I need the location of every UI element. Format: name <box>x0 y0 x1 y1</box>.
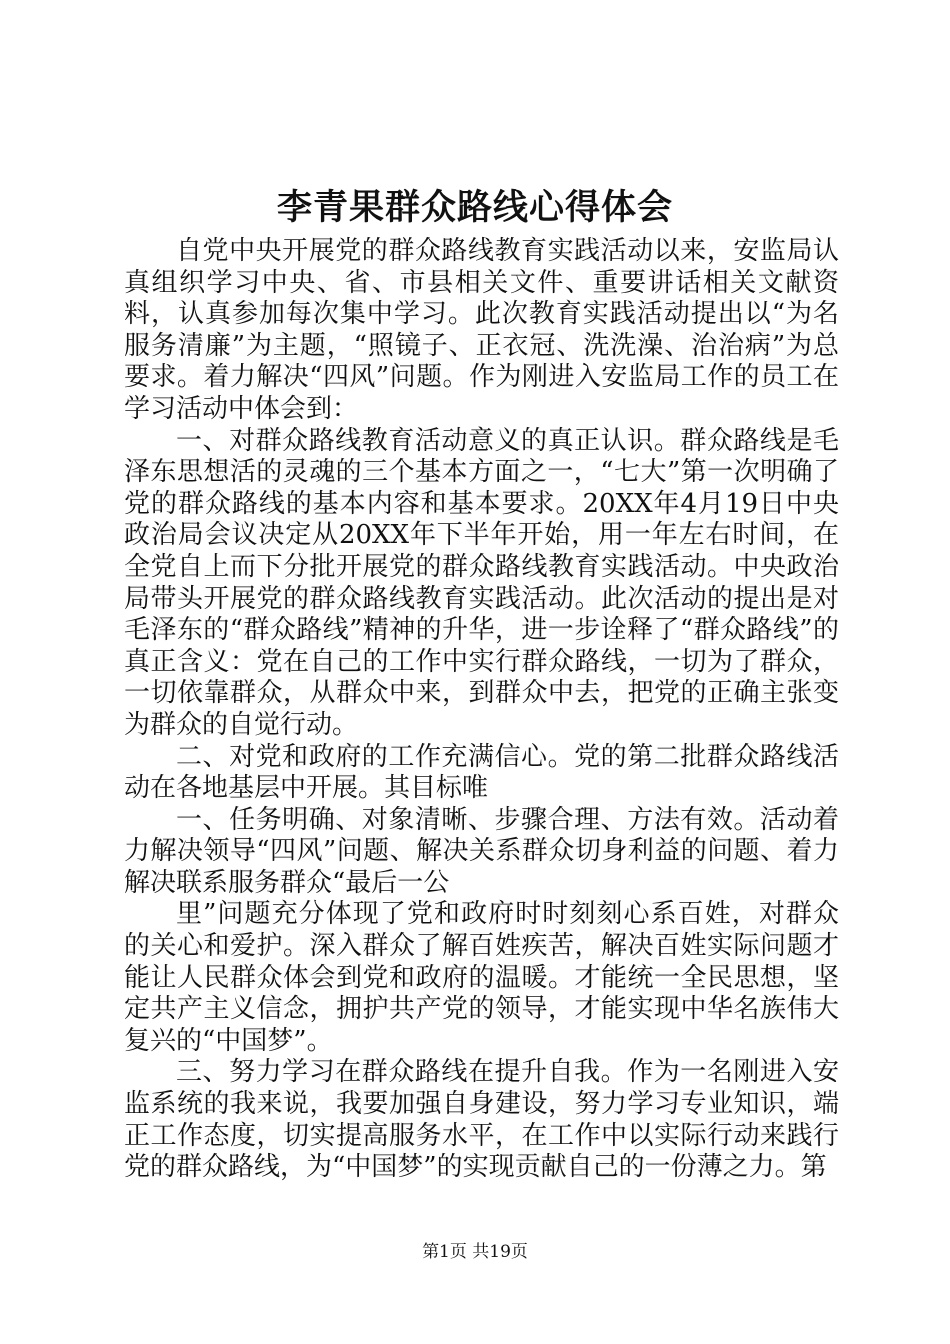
paragraph-intro: 自党中央开展党的群众路线教育实践活动以来，安监局认真组织学习中央、省、市县相关文件、重要讲话相关文献资料，认真参加每次集中学习。此次教育实践活动提出以“为名服务清廉”为主题，“照镜子、正衣冠、洗洗澡、治治病”为总要求。着力解决“四风”问题。作为刚进入安监局工作的员工在学习活动中体会到： <box>124 236 839 424</box>
paragraph-section-three: 三、努力学习在群众路线在提升自我。作为一名刚进入安监系统的我来说，我要加强自身建设，努力学习专业知识，端正工作态度，切实提高服务水平，在工作中以实际行动来践行党的群众路线，为“中国梦”的实现贡献自己的一份薄之力。第 <box>124 1057 839 1183</box>
paragraph-section-two: 二、对党和政府的工作充满信心。党的第二批群众路线活动在各地基层中开展。其目标唯 <box>124 741 839 804</box>
document-body <box>124 236 839 1184</box>
paragraph-section-two-goals: 一、任务明确、对象清晰、步骤合理、方法有效。活动着力解决领导“四风”问题、解决关系群众切身利益的问题、着力解决联系服务群众“最后一公 <box>124 804 839 898</box>
document-title: 李青果群众路线心得体会 <box>276 187 673 228</box>
paragraph-section-one: 一、对群众路线教育活动意义的真正认识。群众路线是毛泽东思想活的灵魂的三个基本方面之一，“七大”第一次明确了党的群众路线的基本内容和基本要求。20XX年4月19日中央政治局会议决定从20XX年下半年开始，用一年左右时间，在全党自上而下分批开展党的群众路线教育实践活动。中央政治局带头开展党的群众路线教育实践活动。此次活动的提出是对毛泽东的“群众路线”精神的升华，进一步诠释了“群众路线”的真正含义：党在自己的工作中实行群众路线，一切为了群众，一切依靠群众，从群众中来，到群众中去，把党的正确主张变为群众的自觉行动。 <box>124 425 839 740</box>
page-footer: 第1页 共19页 <box>422 1242 528 1262</box>
paragraph-section-two-continued: 里”问题充分体现了党和政府时时刻刻心系百姓，对群众的关心和爱护。深入群众了解百姓疾苦，解决百姓实际问题才能让人民群众体会到党和政府的温暖。才能统一全民思想，坚定共产主义信念，拥护共产党的领导，才能实现中华名族伟大复兴的“中国梦”。 <box>124 899 839 1056</box>
